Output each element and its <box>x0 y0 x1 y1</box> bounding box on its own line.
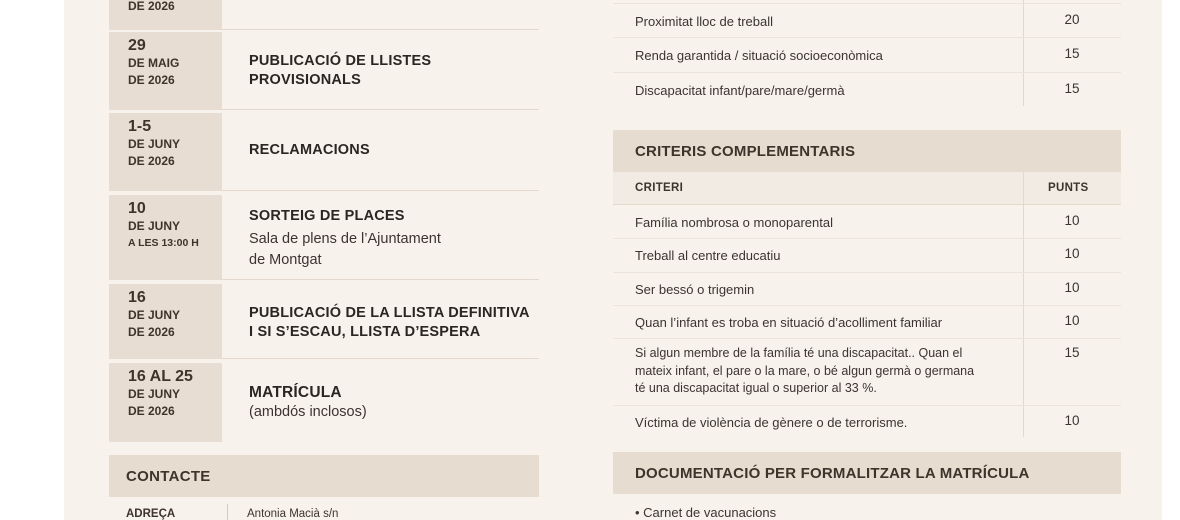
date-year: DE 2026 <box>128 73 175 87</box>
date-box <box>109 32 222 110</box>
documentation-heading: DOCUMENTACIÓ PER FORMALITZAR LA MATRÍCULA <box>613 452 1121 494</box>
date-day: 29 <box>128 37 146 54</box>
criteri-line: té una discapacitat igual o superior al 33 %. <box>635 381 877 395</box>
event <box>222 363 539 442</box>
table-row <box>613 4 1121 38</box>
date-year: DE 2026 <box>128 0 175 13</box>
table-row <box>613 73 1121 106</box>
event-title-line2: PROVISIONALS <box>249 72 361 88</box>
address-value: Antonia Macià s/n <box>247 508 339 520</box>
event <box>222 0 539 30</box>
punts-cell: 10 <box>1064 413 1080 428</box>
date-month: DE JUNY <box>128 137 181 151</box>
calendar-entry <box>109 32 539 110</box>
date-year: DE 2026 <box>128 154 175 168</box>
criteri-cell: Proximitat lloc de treball <box>635 14 773 29</box>
table-header <box>613 172 1121 205</box>
criteri-cell: Treball al centre educatiu <box>635 248 781 263</box>
criteri-cell: Quan l’infant es troba en situació d’acolliment familiar <box>635 315 943 330</box>
date-month: DE JUNY <box>128 219 181 233</box>
calendar-entry <box>109 195 539 280</box>
date-day: 16 <box>128 289 146 306</box>
event-title: PUBLICACIÓ DE LLISTES <box>249 53 432 69</box>
table-row <box>613 339 1121 406</box>
date-time: A LES 13:00 H <box>128 237 199 249</box>
punts-cell: 20 <box>1064 12 1080 27</box>
event-title-line2: I SI S’ESCAU, LLISTA D’ESPERA <box>249 324 481 340</box>
date-month: DE JUNY <box>128 387 181 401</box>
date-box <box>109 113 222 191</box>
document-item: Carnet de vacunacions <box>643 505 777 520</box>
event <box>222 284 539 359</box>
event-subtitle: Sala de plens de l’Ajuntament <box>249 231 441 247</box>
date-box <box>109 0 222 30</box>
criteri-cell: Víctima de violència de gènere o de terrorisme. <box>635 415 908 430</box>
event-title: SORTEIG DE PLACES <box>249 208 405 224</box>
event <box>222 113 539 191</box>
criteri-cell: Família nombrosa o monoparental <box>635 215 833 230</box>
event <box>222 32 539 110</box>
list-item <box>635 505 776 520</box>
date-month: DE MAIG <box>128 56 180 70</box>
criteri-line: Si algun membre de la família té una discapacitat.. Quan el <box>635 346 963 360</box>
contact-heading: CONTACTE <box>109 455 539 497</box>
punts-cell: 10 <box>1064 280 1080 295</box>
criteri-cell: Renda garantida / situació socioeconòmica <box>635 48 883 63</box>
event-subtitle: (ambdós inclosos) <box>249 404 367 420</box>
main-criteria-table <box>613 0 1121 106</box>
criteri-cell: Ser bessó o trigemin <box>635 282 755 297</box>
calendar-entry <box>109 363 539 442</box>
date-box <box>109 284 222 359</box>
event-title: PUBLICACIÓ DE LA LLISTA DEFINITIVA <box>249 305 530 321</box>
calendar-entry <box>109 113 539 191</box>
complementary-table <box>613 205 1121 437</box>
criteri-cell <box>635 345 1015 398</box>
punts-cell: 15 <box>1064 46 1080 61</box>
date-year: DE 2026 <box>128 404 175 418</box>
date-month: DE JUNY <box>128 308 181 322</box>
event-title: RECLAMACIONS <box>249 142 370 158</box>
event-title: MATRÍCULA <box>249 384 342 401</box>
date-box <box>109 363 222 442</box>
date-box <box>109 195 222 280</box>
column-header-punts: PUNTS <box>1048 182 1089 194</box>
bullet-icon: • <box>635 505 644 520</box>
table-row <box>613 38 1121 73</box>
divider <box>227 504 228 520</box>
criteri-line: mateix infant, el pare o la mare, o bé algun germà o germana <box>635 363 975 378</box>
table-row <box>613 406 1121 437</box>
punts-cell: 10 <box>1064 246 1080 261</box>
punts-cell: 15 <box>1064 81 1080 96</box>
address-label: ADREÇA <box>126 508 176 520</box>
event <box>222 195 539 280</box>
criteri-cell: Discapacitat infant/pare/mare/germà <box>635 83 845 98</box>
date-day: 1-5 <box>128 118 152 135</box>
table-row <box>613 273 1121 306</box>
date-day: 16 AL 25 <box>128 368 193 385</box>
date-day: 10 <box>128 200 146 217</box>
date-year: DE 2026 <box>128 325 175 339</box>
table-row <box>613 205 1121 239</box>
event-subtitle-line2: de Montgat <box>249 252 322 268</box>
calendar-entry <box>109 284 539 359</box>
punts-cell: 10 <box>1064 313 1080 328</box>
punts-cell: 15 <box>1064 345 1080 360</box>
complementary-heading: CRITERIS COMPLEMENTARIS <box>613 130 1121 172</box>
page <box>64 0 1162 520</box>
column-header-criteri: CRITERI <box>635 182 684 194</box>
table-row <box>613 306 1121 339</box>
table-row <box>613 239 1121 273</box>
calendar-entry <box>109 0 539 30</box>
punts-cell: 10 <box>1064 213 1080 228</box>
